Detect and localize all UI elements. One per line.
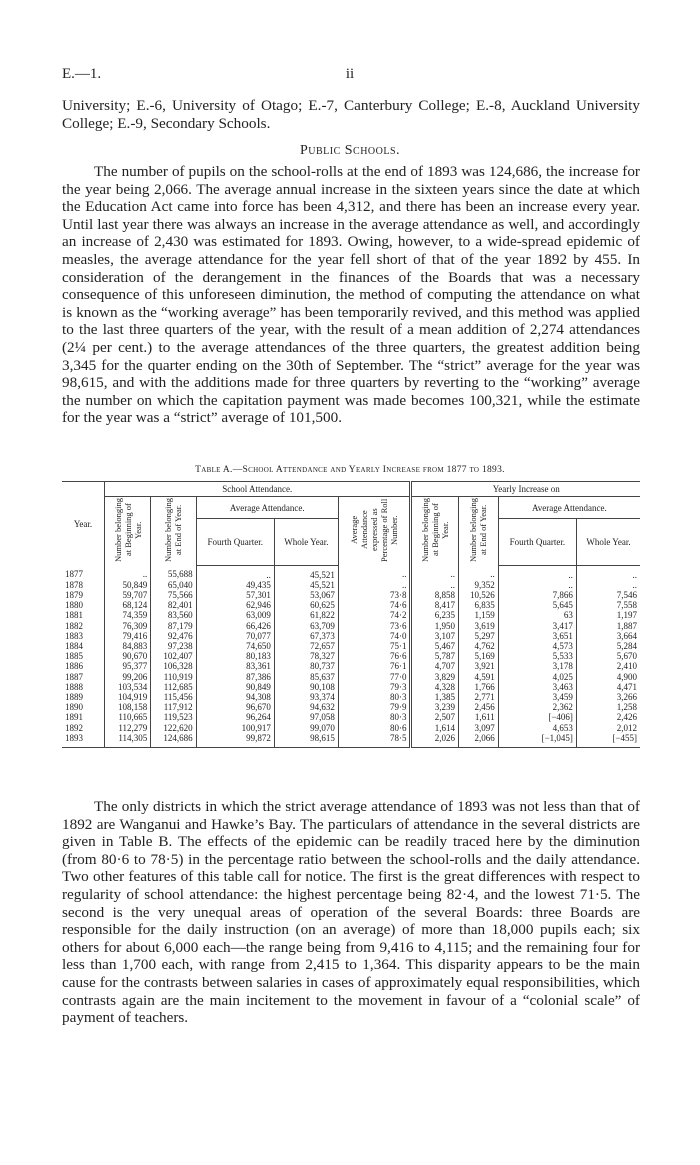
table-row [62, 682, 640, 692]
row-year: 1880 [65, 600, 83, 611]
table-cell: 87,179 [151, 621, 196, 631]
table-cell: 5,467 [411, 641, 459, 651]
table-cell: 100,917 [196, 723, 274, 733]
table-cell: 9,352 [459, 580, 499, 590]
table-cell: 7,546 [576, 590, 640, 600]
table-cell: 108,158 [105, 702, 151, 712]
table-cell: 67,373 [274, 631, 338, 641]
table-cell: 2,426 [576, 712, 640, 722]
table-cell: 3,266 [576, 692, 640, 702]
inc-avg-attendance: Average Attendance. [498, 497, 640, 519]
table-cell: .. [338, 565, 411, 580]
paragraph-1 [62, 163, 640, 427]
table-cell: 2,456 [459, 702, 499, 712]
table-cell: 1,887 [576, 621, 640, 631]
table-cell: 57,301 [196, 590, 274, 600]
page-number: ii [345, 66, 355, 82]
table-cell: 3,463 [498, 682, 576, 692]
inc-end-label: Number belonging at End of Year. [468, 498, 489, 562]
table-cell: 122,620 [151, 723, 196, 733]
table-cell: 10,526 [459, 590, 499, 600]
row-year: 1878 [65, 579, 83, 590]
table-cell: 2,507 [411, 712, 459, 722]
table-cell: 60,625 [274, 600, 338, 610]
table-cell: 5,169 [459, 651, 499, 661]
inc-end [459, 497, 499, 566]
table-cell: .. [498, 565, 576, 580]
table-cell: 3,664 [576, 631, 640, 641]
table-cell: 1,159 [459, 610, 499, 620]
table-cell: 75·1 [338, 641, 411, 651]
table-row [62, 641, 640, 651]
table-cell: 106,328 [151, 661, 196, 671]
col-percentage-label: Average Attendance expressed as Percentage of Roll Number. [349, 498, 400, 562]
table-cell: 2,410 [576, 661, 640, 671]
table-cell: 80·3 [338, 692, 411, 702]
table-cell: 6,235 [411, 610, 459, 620]
table-cell: 5,297 [459, 631, 499, 641]
row-year: 1887 [65, 671, 83, 682]
table-cell: .. [105, 565, 151, 580]
col-percentage [338, 497, 411, 566]
table-cell: [−1,045] [498, 733, 576, 748]
table-cell: 5,533 [498, 651, 576, 661]
row-year: 1888 [65, 681, 83, 692]
table-row [62, 565, 640, 580]
table-cell: 5,645 [498, 600, 576, 610]
row-year: 1883 [65, 630, 83, 641]
table-cell: .. [576, 580, 640, 590]
group-school-attendance: School Attendance. [105, 482, 411, 497]
table-row [62, 621, 640, 631]
inc-beginning-label: Number belonging at Beginning of Year. [420, 498, 451, 562]
table-cell: 79·9 [338, 702, 411, 712]
table-cell: 1,614 [411, 723, 459, 733]
table-cell: 94,308 [196, 692, 274, 702]
table-cell: 74·2 [338, 610, 411, 620]
row-year: 1890 [65, 702, 83, 713]
table-cell: 2,771 [459, 692, 499, 702]
col-fourth-quarter: Fourth Quarter. [196, 519, 274, 565]
table-cell: 68,124 [105, 600, 151, 610]
table-cell: 5,284 [576, 641, 640, 651]
table-cell: 83,560 [151, 610, 196, 620]
col-beginning [105, 497, 151, 566]
row-year: 1881 [65, 610, 83, 621]
table-cell: 77·0 [338, 672, 411, 682]
inc-fourth-quarter: Fourth Quarter. [498, 519, 576, 565]
table-cell: [−455] [576, 733, 640, 748]
table-cell: 82,401 [151, 600, 196, 610]
table-cell: 4,591 [459, 672, 499, 682]
table-cell: 90,670 [105, 651, 151, 661]
table-cell: 79,416 [105, 631, 151, 641]
table-row [62, 590, 640, 600]
table-cell: 87,386 [196, 672, 274, 682]
col-end [151, 497, 196, 566]
table-cell: 93,374 [274, 692, 338, 702]
inc-whole-year: Whole Year. [576, 519, 640, 565]
attendance-table [62, 481, 640, 748]
table-row [62, 733, 640, 748]
table-cell: 59,707 [105, 590, 151, 600]
table-cell: 80,737 [274, 661, 338, 671]
intro-paragraph [62, 97, 640, 132]
table-cell: 74,650 [196, 641, 274, 651]
table-cell: 99,206 [105, 672, 151, 682]
table-cell: 85,637 [274, 672, 338, 682]
table-cell: 1,950 [411, 621, 459, 631]
table-cell: 74·6 [338, 600, 411, 610]
col-beginning-label: Number belonging at Beginning of Year. [112, 498, 143, 562]
table-row [62, 712, 640, 722]
table-cell: 119,523 [151, 712, 196, 722]
table-cell: 7,558 [576, 600, 640, 610]
intro-text: University; E.-6, University of Otago; E.-7, Canterbury College; E.-8, Auckland University College; E.-9, Secondary Schools. [62, 97, 640, 132]
table-cell: 99,070 [274, 723, 338, 733]
table-cell: 1,197 [576, 610, 640, 620]
table-row [62, 702, 640, 712]
table-cell: 2,066 [459, 733, 499, 748]
col-avg-attendance: Average Attendance. [196, 497, 338, 519]
col-whole-year: Whole Year. [274, 519, 338, 565]
table-cell: 62,946 [196, 600, 274, 610]
table-cell: 110,665 [105, 712, 151, 722]
table-cell: 78,327 [274, 651, 338, 661]
table-cell: 65,040 [151, 580, 196, 590]
table-cell: 79·3 [338, 682, 411, 692]
table-cell: 63,009 [196, 610, 274, 620]
table-cell: 75,566 [151, 590, 196, 600]
table-cell: 4,900 [576, 672, 640, 682]
table-cell: .. [411, 580, 459, 590]
row-year: 1886 [65, 661, 83, 672]
table-cell: 76,309 [105, 621, 151, 631]
table-cell: 3,417 [498, 621, 576, 631]
table-cell: 4,762 [459, 641, 499, 651]
table-cell: 97,058 [274, 712, 338, 722]
table-body [62, 565, 640, 747]
table-row [62, 672, 640, 682]
table-cell: 5,787 [411, 651, 459, 661]
table-cell: 1,611 [459, 712, 499, 722]
table-cell: 78·5 [338, 733, 411, 748]
table-cell: 72,657 [274, 641, 338, 651]
table-cell: 45,521 [274, 565, 338, 580]
col-end-label: Number belonging at End of Year. [163, 498, 184, 562]
table-cell: .. [338, 580, 411, 590]
document-code: E.—1. [62, 66, 102, 82]
table-cell: .. [411, 565, 459, 580]
table-cell: .. [459, 565, 499, 580]
table-cell: 97,238 [151, 641, 196, 651]
table-cell: 50,849 [105, 580, 151, 590]
table-row [62, 600, 640, 610]
table-cell: 6,835 [459, 600, 499, 610]
section-title: Public Schools. [299, 143, 401, 158]
table-cell: 80,183 [196, 651, 274, 661]
table-cell: 3,178 [498, 661, 576, 671]
table-cell: 7,866 [498, 590, 576, 600]
table-cell: 99,872 [196, 733, 274, 748]
row-year: 1884 [65, 640, 83, 651]
paragraph-1-text: The number of pupils on the school-rolls at the end of 1893 was 124,686, the increase for the year being 2,066. The average annual increase in the sixteen years since the date at which the Education Act came into force has been 4,312, and there has been an increase every year. Until last year there was always an increase in the average attendance as well, and accordingly an increase of 2,430 was estimated for 1893. Owing, however, to a wide-spread epidemic of measles, the average attendance for the year fell short of that of the year 1892 by 455. In consideration of the derangement in the finances of the Boards that was a necessary consequence of this unforeseen diminution, the method of computing the attendance on what is known as the “working average” has been temporarily revived, and this method was applied to the last three quarters of the year, with the result of a mean addition of 2,274 attendances (2¼ per cent.) to the average attendances of the three quarters, the greatest addition being 3,345 for the quarter ending on the 30th of September. The “strict” average for the year was 98,615, and with the additions made for three quarters by reverting to the “working” average the number on which the capitation payment was made becomes 100,321, while the estimate for the year was a “strict” average of 101,500. [62, 163, 640, 427]
table-cell: 55,688 [151, 565, 196, 580]
table-cell: 1,766 [459, 682, 499, 692]
table-cell: [−406] [498, 712, 576, 722]
attendance-table-grid [62, 481, 640, 748]
table-cell: 90,849 [196, 682, 274, 692]
table-cell: 45,521 [274, 580, 338, 590]
row-year: 1879 [65, 589, 83, 600]
table-cell: 5,670 [576, 651, 640, 661]
table-cell: 90,108 [274, 682, 338, 692]
table-cell: 2,362 [498, 702, 576, 712]
table-cell: 92,476 [151, 631, 196, 641]
group-yearly-increase: Yearly Increase on [411, 482, 640, 497]
table-cell: 8,417 [411, 600, 459, 610]
row-year: 1892 [65, 722, 83, 733]
table-cell: 3,619 [459, 621, 499, 631]
table-cell: 4,653 [498, 723, 576, 733]
table-cell: 4,471 [576, 682, 640, 692]
row-year: 1885 [65, 651, 83, 662]
row-year: 1889 [65, 691, 83, 702]
table-cell: 63,709 [274, 621, 338, 631]
table-cell: 3,107 [411, 631, 459, 641]
table-cell: 66,426 [196, 621, 274, 631]
table-cell: 4,025 [498, 672, 576, 682]
table-cell: 83,361 [196, 661, 274, 671]
table-row [62, 661, 640, 671]
col-year: Year. [62, 482, 105, 566]
table-cell: 114,305 [105, 733, 151, 748]
table-cell: 61,822 [274, 610, 338, 620]
table-cell: 112,685 [151, 682, 196, 692]
row-year: 1893 [62, 733, 105, 748]
table-cell: 96,670 [196, 702, 274, 712]
row-year: 1882 [65, 620, 83, 631]
table-cell: 76·6 [338, 651, 411, 661]
table-cell: 80·3 [338, 712, 411, 722]
table-row [62, 631, 640, 641]
table-cell: .. [576, 565, 640, 580]
table-cell: 103,534 [105, 682, 151, 692]
table-cell: 1,385 [411, 692, 459, 702]
paragraph-2-text: The only districts in which the strict average attendance of 1893 was not less than that of 1892 are Wanganui and Hawke’s Bay. The particulars of attendance in the several districts are given in Table B. The effects of the epidemic can be readily traced here by the diminution (from 80·6 to 78·5) in the percentage ratio between the school-rolls and the daily attendance. Two other features of this table call for notice. The first is the great differences with respect to regularity of school attendance: the highest percentage being 82·4, and the lowest 71·5. The second is the very unequal areas of operation of the several Boards: three Boards are responsible for the daily instruction (on an average) of more than 18,000 pupils each; six others for about 6,000 each—the range being from 9,416 to 4,115; and the remaining four for less than 1,700 each, with range from 2,415 to 1,364. This disparity appears to be the main cause for the contrasts between salaries in cases of approximately equal responsibilities, which contrasts again are the main incitement to the movement in favour of a “colonial scale” of payment of teachers. [62, 798, 640, 1027]
table-cell: 73·8 [338, 590, 411, 600]
table-cell: 102,407 [151, 651, 196, 661]
table-cell: .. [196, 565, 274, 580]
table-cell: 96,264 [196, 712, 274, 722]
table-cell: 2,026 [411, 733, 459, 748]
table-row [62, 692, 640, 702]
table-cell: 1,258 [576, 702, 640, 712]
table-cell: 4,707 [411, 661, 459, 671]
table-cell: 124,686 [151, 733, 196, 748]
table-cell: 3,921 [459, 661, 499, 671]
table-cell: 98,615 [274, 733, 338, 748]
table-cell: 3,829 [411, 672, 459, 682]
table-cell: 3,651 [498, 631, 576, 641]
table-row [62, 580, 640, 590]
table-cell: 112,279 [105, 723, 151, 733]
table-cell: 115,456 [151, 692, 196, 702]
table-cell: 2,012 [576, 723, 640, 733]
table-cell: 104,919 [105, 692, 151, 702]
inc-beginning [411, 497, 459, 566]
table-cell: 73·6 [338, 621, 411, 631]
row-year: 1891 [65, 712, 83, 723]
table-cell: .. [498, 580, 576, 590]
table-row [62, 610, 640, 620]
paragraph-2 [62, 798, 640, 1027]
table-cell: 95,377 [105, 661, 151, 671]
table-cell: 3,097 [459, 723, 499, 733]
table-row [62, 723, 640, 733]
table-cell: 49,435 [196, 580, 274, 590]
table-cell: 110,919 [151, 672, 196, 682]
table-cell: 74·0 [338, 631, 411, 641]
table-cell: 4,328 [411, 682, 459, 692]
table-cell: 3,459 [498, 692, 576, 702]
table-cell: 3,239 [411, 702, 459, 712]
table-cell: 63 [498, 610, 576, 620]
table-cell: 94,632 [274, 702, 338, 712]
table-cell: 117,912 [151, 702, 196, 712]
table-row [62, 651, 640, 661]
table-caption: Table A.—School Attendance and Yearly Increase from 1877 to 1893. [195, 465, 505, 475]
table-cell: 80·6 [338, 723, 411, 733]
table-cell: 76·1 [338, 661, 411, 671]
table-cell: 8,858 [411, 590, 459, 600]
row-year: 1877 [65, 569, 83, 580]
table-cell: 74,359 [105, 610, 151, 620]
table-cell: 53,067 [274, 590, 338, 600]
table-cell: 4,573 [498, 641, 576, 651]
table-cell: 70,077 [196, 631, 274, 641]
table-cell: 84,883 [105, 641, 151, 651]
